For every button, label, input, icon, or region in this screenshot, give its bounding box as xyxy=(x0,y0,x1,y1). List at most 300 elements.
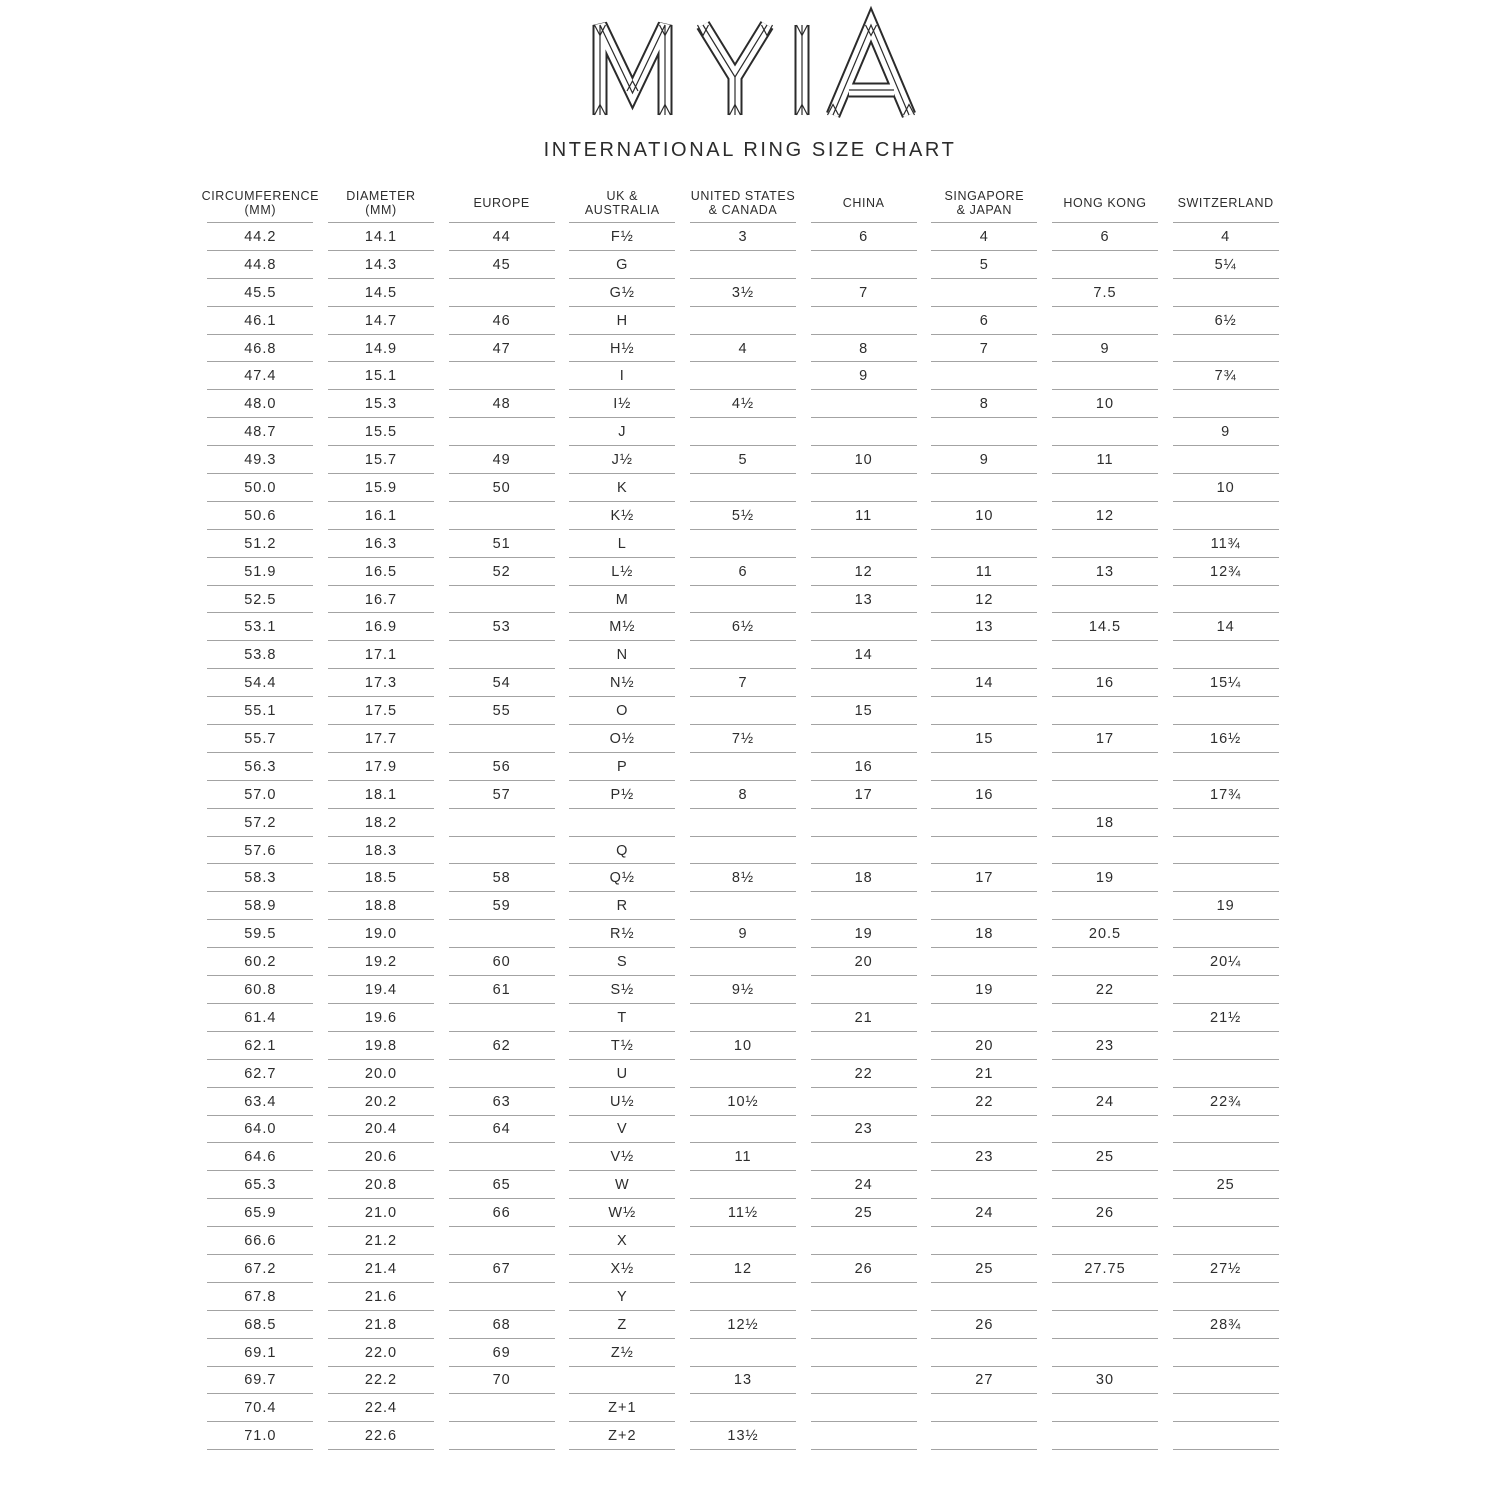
table-cell: Q½ xyxy=(562,864,683,892)
table-cell xyxy=(1165,641,1286,669)
table-cell: 17.9 xyxy=(321,753,442,781)
table-cell: 51.9 xyxy=(200,558,321,586)
table-cell xyxy=(1045,362,1166,390)
table-cell xyxy=(683,1394,804,1422)
table-cell xyxy=(1045,1227,1166,1255)
table-cell xyxy=(1045,1004,1166,1032)
table-cell xyxy=(1045,892,1166,920)
table-cell: 19.8 xyxy=(321,1032,442,1060)
table-cell: I xyxy=(562,362,683,390)
table-cell xyxy=(683,1339,804,1367)
table-cell: 16 xyxy=(1045,669,1166,697)
table-cell xyxy=(803,1032,924,1060)
table-cell: 17.5 xyxy=(321,697,442,725)
table-cell: Y xyxy=(562,1283,683,1311)
table-cell: 9 xyxy=(924,446,1045,474)
table-cell: 13 xyxy=(803,586,924,614)
table-cell: 70 xyxy=(441,1367,562,1395)
table-cell xyxy=(803,251,924,279)
table-cell xyxy=(1165,390,1286,418)
column-header-5: CHINA xyxy=(803,183,924,223)
table-cell: Z+2 xyxy=(562,1422,683,1450)
table-cell xyxy=(924,948,1045,976)
table-cell: K½ xyxy=(562,502,683,530)
table-cell: I½ xyxy=(562,390,683,418)
table-cell: G xyxy=(562,251,683,279)
table-cell xyxy=(441,1004,562,1032)
table-cell: 19.6 xyxy=(321,1004,442,1032)
table-cell xyxy=(1165,1422,1286,1450)
table-cell: 61.4 xyxy=(200,1004,321,1032)
table-cell: 12½ xyxy=(683,1311,804,1339)
table-cell xyxy=(1165,1116,1286,1144)
table-cell: 6½ xyxy=(683,613,804,641)
table-cell: 17.3 xyxy=(321,669,442,697)
table-cell: 16 xyxy=(924,781,1045,809)
table-cell: X xyxy=(562,1227,683,1255)
table-cell: 46.1 xyxy=(200,307,321,335)
table-cell: 15¼ xyxy=(1165,669,1286,697)
table-cell: 62 xyxy=(441,1032,562,1060)
table-cell xyxy=(803,1143,924,1171)
table-cell xyxy=(1045,641,1166,669)
table-cell: 18.1 xyxy=(321,781,442,809)
myia-logo xyxy=(585,20,915,120)
table-cell xyxy=(683,1004,804,1032)
table-cell xyxy=(683,307,804,335)
table-cell: T xyxy=(562,1004,683,1032)
table-cell xyxy=(683,1060,804,1088)
table-cell xyxy=(1045,1171,1166,1199)
table-cell: 25 xyxy=(1165,1171,1286,1199)
table-cell: 28¾ xyxy=(1165,1311,1286,1339)
table-cell: 52 xyxy=(441,558,562,586)
table-cell xyxy=(441,418,562,446)
table-cell xyxy=(1165,335,1286,363)
column-header-2: EUROPE xyxy=(441,183,562,223)
table-cell xyxy=(1165,1283,1286,1311)
table-cell: 3½ xyxy=(683,279,804,307)
table-cell: 18 xyxy=(803,864,924,892)
table-cell: 14.7 xyxy=(321,307,442,335)
table-cell xyxy=(1165,1394,1286,1422)
table-cell xyxy=(803,474,924,502)
table-cell: 12 xyxy=(803,558,924,586)
table-cell: 50 xyxy=(441,474,562,502)
table-cell: 44.8 xyxy=(200,251,321,279)
table-cell xyxy=(1165,1060,1286,1088)
table-cell xyxy=(1045,1283,1166,1311)
column-header-1: DIAMETER (MM) xyxy=(321,183,442,223)
table-cell: K xyxy=(562,474,683,502)
table-cell xyxy=(924,279,1045,307)
table-cell xyxy=(683,809,804,837)
table-cell xyxy=(441,362,562,390)
table-cell: 17 xyxy=(1045,725,1166,753)
table-cell: 14.5 xyxy=(321,279,442,307)
table-cell: 7¾ xyxy=(1165,362,1286,390)
table-cell: 58.9 xyxy=(200,892,321,920)
table-cell xyxy=(683,1116,804,1144)
table-cell: N xyxy=(562,641,683,669)
table-cell: 63 xyxy=(441,1088,562,1116)
table-cell xyxy=(1045,1311,1166,1339)
table-cell xyxy=(803,1088,924,1116)
ring-size-table xyxy=(200,183,1286,1450)
table-cell xyxy=(683,474,804,502)
table-cell: 13 xyxy=(1045,558,1166,586)
table-cell: 68 xyxy=(441,1311,562,1339)
table-cell xyxy=(441,837,562,865)
table-cell: U½ xyxy=(562,1088,683,1116)
table-cell: L xyxy=(562,530,683,558)
table-cell xyxy=(924,892,1045,920)
table-cell: 46 xyxy=(441,307,562,335)
table-cell: 21.2 xyxy=(321,1227,442,1255)
table-cell: J½ xyxy=(562,446,683,474)
table-cell: 51.2 xyxy=(200,530,321,558)
table-cell: 14.5 xyxy=(1045,613,1166,641)
table-cell xyxy=(441,1143,562,1171)
table-cell xyxy=(1045,251,1166,279)
table-cell: 64.0 xyxy=(200,1116,321,1144)
table-cell: 14 xyxy=(1165,613,1286,641)
table-cell: 15.5 xyxy=(321,418,442,446)
table-cell: 67.2 xyxy=(200,1255,321,1283)
table-cell: 22 xyxy=(924,1088,1045,1116)
table-cell: H½ xyxy=(562,335,683,363)
table-cell xyxy=(441,1060,562,1088)
table-cell xyxy=(924,474,1045,502)
table-cell xyxy=(924,418,1045,446)
table-cell: H xyxy=(562,307,683,335)
table-cell: 46.8 xyxy=(200,335,321,363)
table-cell: 21.4 xyxy=(321,1255,442,1283)
table-cell: 53.1 xyxy=(200,613,321,641)
table-cell xyxy=(803,1339,924,1367)
table-cell: O xyxy=(562,697,683,725)
table-cell: 53 xyxy=(441,613,562,641)
table-cell: 15 xyxy=(924,725,1045,753)
table-cell: 6½ xyxy=(1165,307,1286,335)
table-cell: 7.5 xyxy=(1045,279,1166,307)
table-cell: 18.5 xyxy=(321,864,442,892)
table-cell: 18 xyxy=(1045,809,1166,837)
table-cell: Z+1 xyxy=(562,1394,683,1422)
table-cell xyxy=(1045,530,1166,558)
table-cell: 15.3 xyxy=(321,390,442,418)
table-cell: 22.0 xyxy=(321,1339,442,1367)
table-cell: 12 xyxy=(683,1255,804,1283)
table-cell: M½ xyxy=(562,613,683,641)
table-cell: 63.4 xyxy=(200,1088,321,1116)
table-cell: 14.1 xyxy=(321,223,442,251)
table-cell xyxy=(1165,753,1286,781)
table-cell xyxy=(1045,781,1166,809)
table-cell: 47.4 xyxy=(200,362,321,390)
table-cell xyxy=(441,502,562,530)
table-cell: 17 xyxy=(924,864,1045,892)
table-cell: 48.0 xyxy=(200,390,321,418)
table-cell: 56 xyxy=(441,753,562,781)
table-cell: 20.0 xyxy=(321,1060,442,1088)
table-cell xyxy=(924,1227,1045,1255)
table-cell: 9 xyxy=(1165,418,1286,446)
table-cell xyxy=(441,1422,562,1450)
table-cell xyxy=(803,307,924,335)
table-cell: W½ xyxy=(562,1199,683,1227)
table-cell: 25 xyxy=(1045,1143,1166,1171)
table-cell: Q xyxy=(562,837,683,865)
table-cell: 71.0 xyxy=(200,1422,321,1450)
table-cell: 19 xyxy=(803,920,924,948)
table-cell xyxy=(1165,697,1286,725)
table-cell: S xyxy=(562,948,683,976)
table-cell: 18.8 xyxy=(321,892,442,920)
table-cell xyxy=(924,530,1045,558)
table-cell: 57.0 xyxy=(200,781,321,809)
table-cell: 45.5 xyxy=(200,279,321,307)
table-cell: 9 xyxy=(803,362,924,390)
table-cell xyxy=(1045,837,1166,865)
column-header-4: UNITED STATES & CANADA xyxy=(683,183,804,223)
table-cell xyxy=(683,1283,804,1311)
table-cell: F½ xyxy=(562,223,683,251)
table-cell xyxy=(1165,1199,1286,1227)
table-cell: 64 xyxy=(441,1116,562,1144)
table-cell: 4 xyxy=(1165,223,1286,251)
table-cell: 9 xyxy=(1045,335,1166,363)
table-cell: 8½ xyxy=(683,864,804,892)
table-cell: 58 xyxy=(441,864,562,892)
table-cell: 15.7 xyxy=(321,446,442,474)
table-cell xyxy=(803,837,924,865)
table-cell: 55 xyxy=(441,697,562,725)
table-cell: 50.6 xyxy=(200,502,321,530)
table-cell: 64.6 xyxy=(200,1143,321,1171)
table-cell: 22.6 xyxy=(321,1422,442,1450)
table-cell: 55.7 xyxy=(200,725,321,753)
table-cell xyxy=(1045,1394,1166,1422)
table-cell: Z xyxy=(562,1311,683,1339)
table-cell xyxy=(1165,976,1286,1004)
table-cell: 12 xyxy=(1045,502,1166,530)
table-cell: 20.5 xyxy=(1045,920,1166,948)
column-header-3: UK & AUSTRALIA xyxy=(562,183,683,223)
table-cell: S½ xyxy=(562,976,683,1004)
table-cell xyxy=(803,613,924,641)
table-cell: 10 xyxy=(1045,390,1166,418)
table-cell: 14 xyxy=(924,669,1045,697)
table-cell: 21.6 xyxy=(321,1283,442,1311)
table-cell: 22 xyxy=(1045,976,1166,1004)
table-cell xyxy=(924,809,1045,837)
table-cell: 14 xyxy=(803,641,924,669)
table-cell: 6 xyxy=(803,223,924,251)
table-cell xyxy=(1165,809,1286,837)
table-cell xyxy=(803,892,924,920)
table-cell: 17 xyxy=(803,781,924,809)
table-cell: 10 xyxy=(683,1032,804,1060)
table-cell: 57 xyxy=(441,781,562,809)
table-cell xyxy=(441,725,562,753)
table-cell: 62.1 xyxy=(200,1032,321,1060)
table-cell: 13 xyxy=(924,613,1045,641)
table-cell: 54 xyxy=(441,669,562,697)
table-cell: 5¼ xyxy=(1165,251,1286,279)
table-cell: 11 xyxy=(803,502,924,530)
table-cell: G½ xyxy=(562,279,683,307)
table-cell xyxy=(1165,1339,1286,1367)
table-cell: 19.0 xyxy=(321,920,442,948)
table-cell: 69.7 xyxy=(200,1367,321,1395)
table-cell xyxy=(1045,586,1166,614)
table-cell xyxy=(803,1367,924,1395)
table-cell: 68.5 xyxy=(200,1311,321,1339)
table-cell xyxy=(803,1394,924,1422)
table-cell: 10 xyxy=(1165,474,1286,502)
table-cell xyxy=(1165,586,1286,614)
table-cell: 20.6 xyxy=(321,1143,442,1171)
table-cell: 7 xyxy=(683,669,804,697)
table-cell: 24 xyxy=(803,1171,924,1199)
table-cell xyxy=(683,362,804,390)
table-cell: 16.7 xyxy=(321,586,442,614)
table-cell: 65.3 xyxy=(200,1171,321,1199)
table-cell: 11 xyxy=(924,558,1045,586)
table-cell: 54.4 xyxy=(200,669,321,697)
table-cell: T½ xyxy=(562,1032,683,1060)
table-cell: 19 xyxy=(924,976,1045,1004)
table-cell: 18.2 xyxy=(321,809,442,837)
table-cell: 58.3 xyxy=(200,864,321,892)
table-cell: R xyxy=(562,892,683,920)
table-cell xyxy=(441,920,562,948)
table-cell xyxy=(1165,279,1286,307)
table-cell: 23 xyxy=(924,1143,1045,1171)
table-cell: 49 xyxy=(441,446,562,474)
table-cell: 30 xyxy=(1045,1367,1166,1395)
table-cell xyxy=(924,1339,1045,1367)
table-cell xyxy=(803,725,924,753)
table-cell: 55.1 xyxy=(200,697,321,725)
column-header-8: SWITZERLAND xyxy=(1165,183,1286,223)
table-cell xyxy=(803,530,924,558)
table-cell xyxy=(683,948,804,976)
table-cell: 20.8 xyxy=(321,1171,442,1199)
table-cell: 14.3 xyxy=(321,251,442,279)
table-cell xyxy=(1045,697,1166,725)
table-cell: 57.6 xyxy=(200,837,321,865)
table-cell: 10 xyxy=(924,502,1045,530)
table-cell: 11¾ xyxy=(1165,530,1286,558)
table-cell: 10 xyxy=(803,446,924,474)
table-cell: 16.3 xyxy=(321,530,442,558)
table-cell xyxy=(803,1283,924,1311)
column-header-7: HONG KONG xyxy=(1045,183,1166,223)
table-cell xyxy=(924,641,1045,669)
table-cell: 8 xyxy=(803,335,924,363)
table-cell: 49.3 xyxy=(200,446,321,474)
column-header-6: SINGAPORE & JAPAN xyxy=(924,183,1045,223)
table-cell: 48.7 xyxy=(200,418,321,446)
table-cell xyxy=(683,753,804,781)
table-cell xyxy=(803,669,924,697)
table-cell: 70.4 xyxy=(200,1394,321,1422)
table-cell: 12 xyxy=(924,586,1045,614)
table-cell: 7 xyxy=(924,335,1045,363)
table-cell: 69.1 xyxy=(200,1339,321,1367)
table-cell: 21.0 xyxy=(321,1199,442,1227)
table-cell xyxy=(924,362,1045,390)
table-cell: 67.8 xyxy=(200,1283,321,1311)
table-cell: 15.1 xyxy=(321,362,442,390)
table-cell: P xyxy=(562,753,683,781)
table-cell: O½ xyxy=(562,725,683,753)
table-cell xyxy=(924,1116,1045,1144)
table-cell xyxy=(441,586,562,614)
table-cell xyxy=(924,697,1045,725)
table-cell: 22¾ xyxy=(1165,1088,1286,1116)
table-cell xyxy=(441,809,562,837)
page-title: INTERNATIONAL RING SIZE CHART xyxy=(543,139,957,161)
table-cell xyxy=(683,251,804,279)
table-cell: 60.8 xyxy=(200,976,321,1004)
table-cell xyxy=(562,1367,683,1395)
table-cell xyxy=(924,753,1045,781)
table-cell: 20 xyxy=(803,948,924,976)
table-cell: 22.4 xyxy=(321,1394,442,1422)
table-cell: 17¾ xyxy=(1165,781,1286,809)
table-cell xyxy=(803,1422,924,1450)
table-cell: 23 xyxy=(1045,1032,1166,1060)
table-cell xyxy=(1165,1143,1286,1171)
table-cell xyxy=(924,1004,1045,1032)
table-cell: 16.9 xyxy=(321,613,442,641)
table-cell: J xyxy=(562,418,683,446)
table-cell: 8 xyxy=(683,781,804,809)
table-cell: 26 xyxy=(803,1255,924,1283)
table-cell: 44 xyxy=(441,223,562,251)
table-cell: 11 xyxy=(683,1143,804,1171)
myia-logo-graphic xyxy=(585,20,915,120)
table-cell xyxy=(1165,864,1286,892)
table-cell xyxy=(1045,1116,1166,1144)
table-cell xyxy=(1045,1060,1166,1088)
table-cell xyxy=(1165,1227,1286,1255)
table-cell: 3 xyxy=(683,223,804,251)
table-cell xyxy=(1045,307,1166,335)
table-cell: 23 xyxy=(803,1116,924,1144)
table-cell: V xyxy=(562,1116,683,1144)
table-cell: N½ xyxy=(562,669,683,697)
table-cell: 21 xyxy=(803,1004,924,1032)
table-cell: 21.8 xyxy=(321,1311,442,1339)
table-cell: 19 xyxy=(1045,864,1166,892)
table-cell: 65.9 xyxy=(200,1199,321,1227)
table-cell: 52.5 xyxy=(200,586,321,614)
table-cell: 9 xyxy=(683,920,804,948)
table-cell: 22 xyxy=(803,1060,924,1088)
table-cell: 62.7 xyxy=(200,1060,321,1088)
table-cell: 25 xyxy=(924,1255,1045,1283)
table-cell: 66.6 xyxy=(200,1227,321,1255)
table-cell xyxy=(683,530,804,558)
table-cell: 20¼ xyxy=(1165,948,1286,976)
table-cell: 48 xyxy=(441,390,562,418)
table-cell xyxy=(1165,837,1286,865)
table-cell: 18 xyxy=(924,920,1045,948)
